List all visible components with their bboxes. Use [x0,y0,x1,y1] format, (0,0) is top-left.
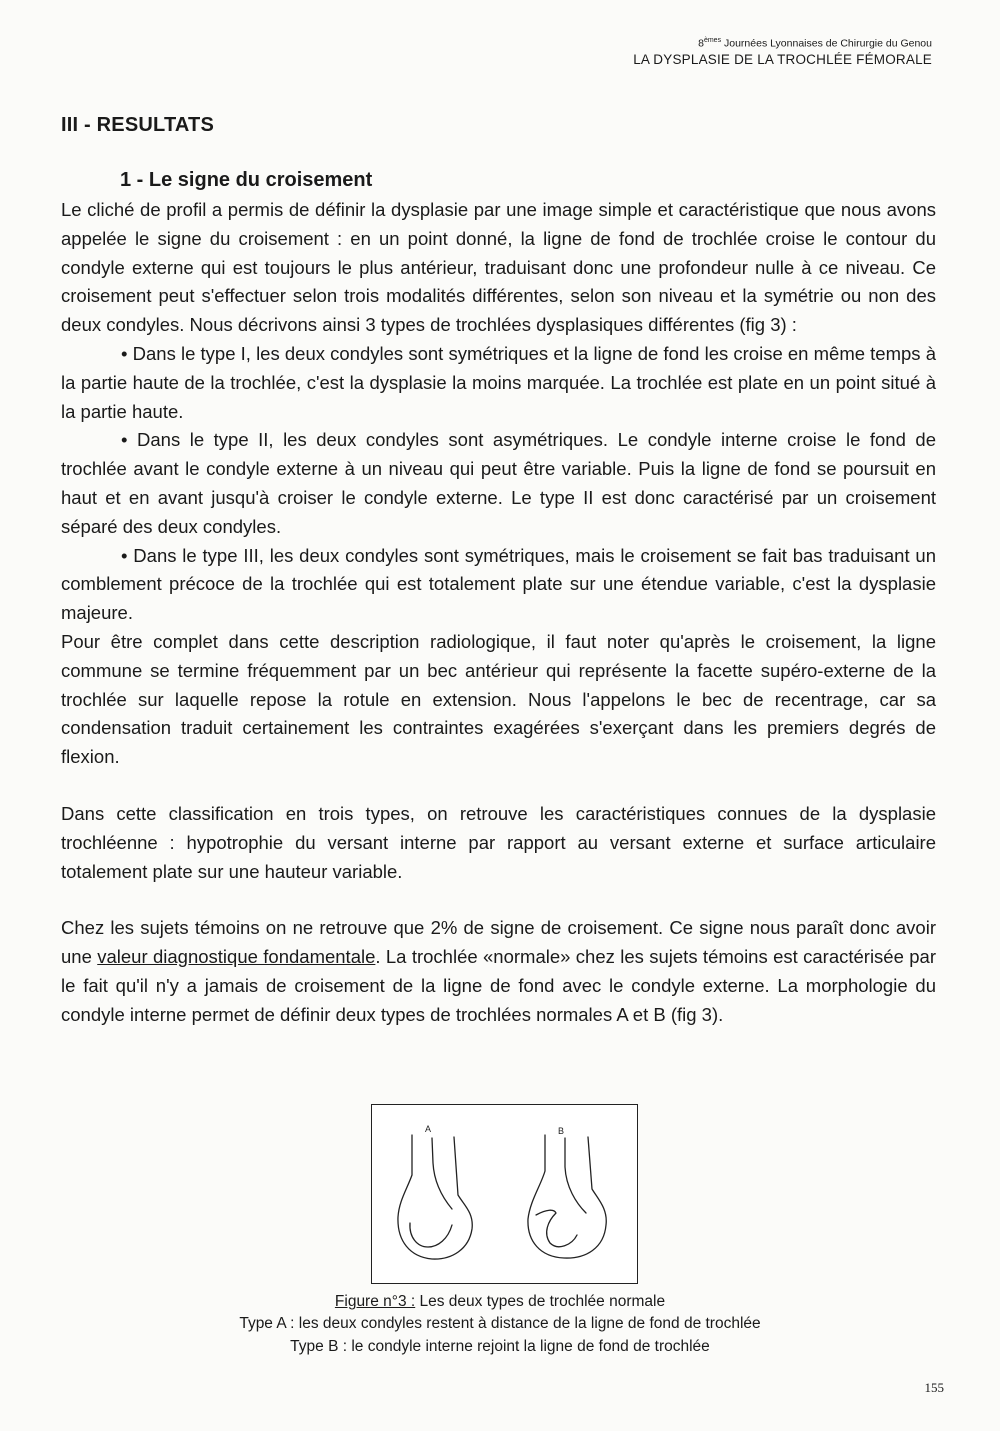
trochlea-line-a [432,1138,452,1209]
paragraph-classification: Dans cette classification en trois types, on retrouve les caractéristiques connues de la dysplasie trochléenne : hypotrophie du versant interne par rapport au versant externe et surface articulaire totalement plate sur une hauteur variable. [61,802,936,882]
header-edition-suffix: èmes [703,37,722,44]
header-conference [633,34,932,51]
condyle-a-inner [410,1223,452,1247]
running-header [633,34,932,68]
figure-caption-label: Figure n°3 : [334,1293,416,1310]
figure-caption-type-a: Type A : les deux condyles restent à distance de la ligne de fond de trochlée [239,1315,761,1332]
header-book-title: LA DYSPLASIE DE LA TROCHLÉE FÉMORALE [633,51,932,67]
label-a: A [425,1124,432,1134]
header-edition-number: 8 [698,37,704,50]
figure-caption-text: Les deux types de trochlée normale [415,1293,666,1310]
label-b: B [558,1126,565,1136]
figure-caption-title [150,1291,850,1312]
temoins-text-start: Chez les sujets témoins on ne retrouve que 2% de signe de croisement. Ce signe nous paraît donc avoir une [61,917,936,968]
paragraph-bec-recentrage: Pour être complet dans cette description radiologique, il faut noter qu'après le croisement, la ligne commune se termine fréquemment par un bec antérieur qui représente la facette supéro-externe de la trochlée sur laquelle repose la rotule en extension. Nous l'appelons le bec de recentrage, car sa condensation traduit certainement les contraintes exagérées s'exerçant dans les premiers degrés de flexion. [61,630,936,768]
paragraph-temoins [61,914,936,1029]
bullet-type-3: • Dans le type III, les deux condyles sont symétriques, mais le croisement se fait bas traduisant un comblement précoce de la trochlée qui est totalement plate sur une étendue variable, c'est la dysplasie majeure. [61,544,936,624]
figure-3-diagram [371,1104,638,1284]
page-number: 155 [924,1380,944,1395]
underlined-emphasis: valeur diagnostique fondamentale [97,946,376,968]
figure-caption-type-b: Type B : le condyle interne rejoint la ligne de fond de trochlée [290,1338,710,1355]
bullet-type-2: • Dans le type II, les deux condyles sont asymétriques. Le condyle interne croise le fond de trochlée avant le condyle externe à un niveau qui peut être variable. Puis la ligne de fond se poursuit en haut et en avant jusqu'à croiser le condyle externe. Le type II est donc caractérisé par un croisement séparé des deux condyles. [61,429,936,537]
subsection-title: 1 - Le signe du croisement [120,169,373,191]
temoins-text-end: . La trochlée «normale» chez les sujets témoins est caractérisée par le fait qu'il n'y a jamais de croisement de la ligne de fond avec le condyle externe. La morphologie du condyle interne permet de définir deux types de trochlées normales A et B (fig 3). [61,946,936,1025]
paragraph-intro: Le cliché de profil a permis de définir la dysplasie par une image simple et caractéristique que nous avons appelée le signe du croisement : en un point donné, la ligne de fond de trochlée croise le contour du condyle externe qui est toujours le plus antérieur, traduisant donc une profondeur nulle à ce niveau. Ce croisement peut s'effectuer selon trois modalités différentes, selon son niveau et la symétrie ou non des deux condyles. Nous décrivons ainsi 3 types de trochlées dysplasiques différentes (fig 3) : [61,199,936,336]
header-conference-name: Journées Lyonnaises de Chirurgie du Genou [721,37,932,50]
body-text [61,196,936,1030]
bullet-type-1: • Dans le type I, les deux condyles sont symétriques et la ligne de fond les croise en même temps à la partie haute de la trochlée, c'est la dysplasie la moins marquée. La trochlée est plate en un point situé à la partie haute. [61,342,936,422]
trochlea-line-b [565,1138,586,1213]
trochlea-drawings [372,1105,637,1283]
section-title: III - RESULTATS [61,114,214,136]
condyle-b-inner [536,1210,577,1246]
femur-a-outline [398,1135,472,1259]
femur-b-outline [528,1135,606,1258]
